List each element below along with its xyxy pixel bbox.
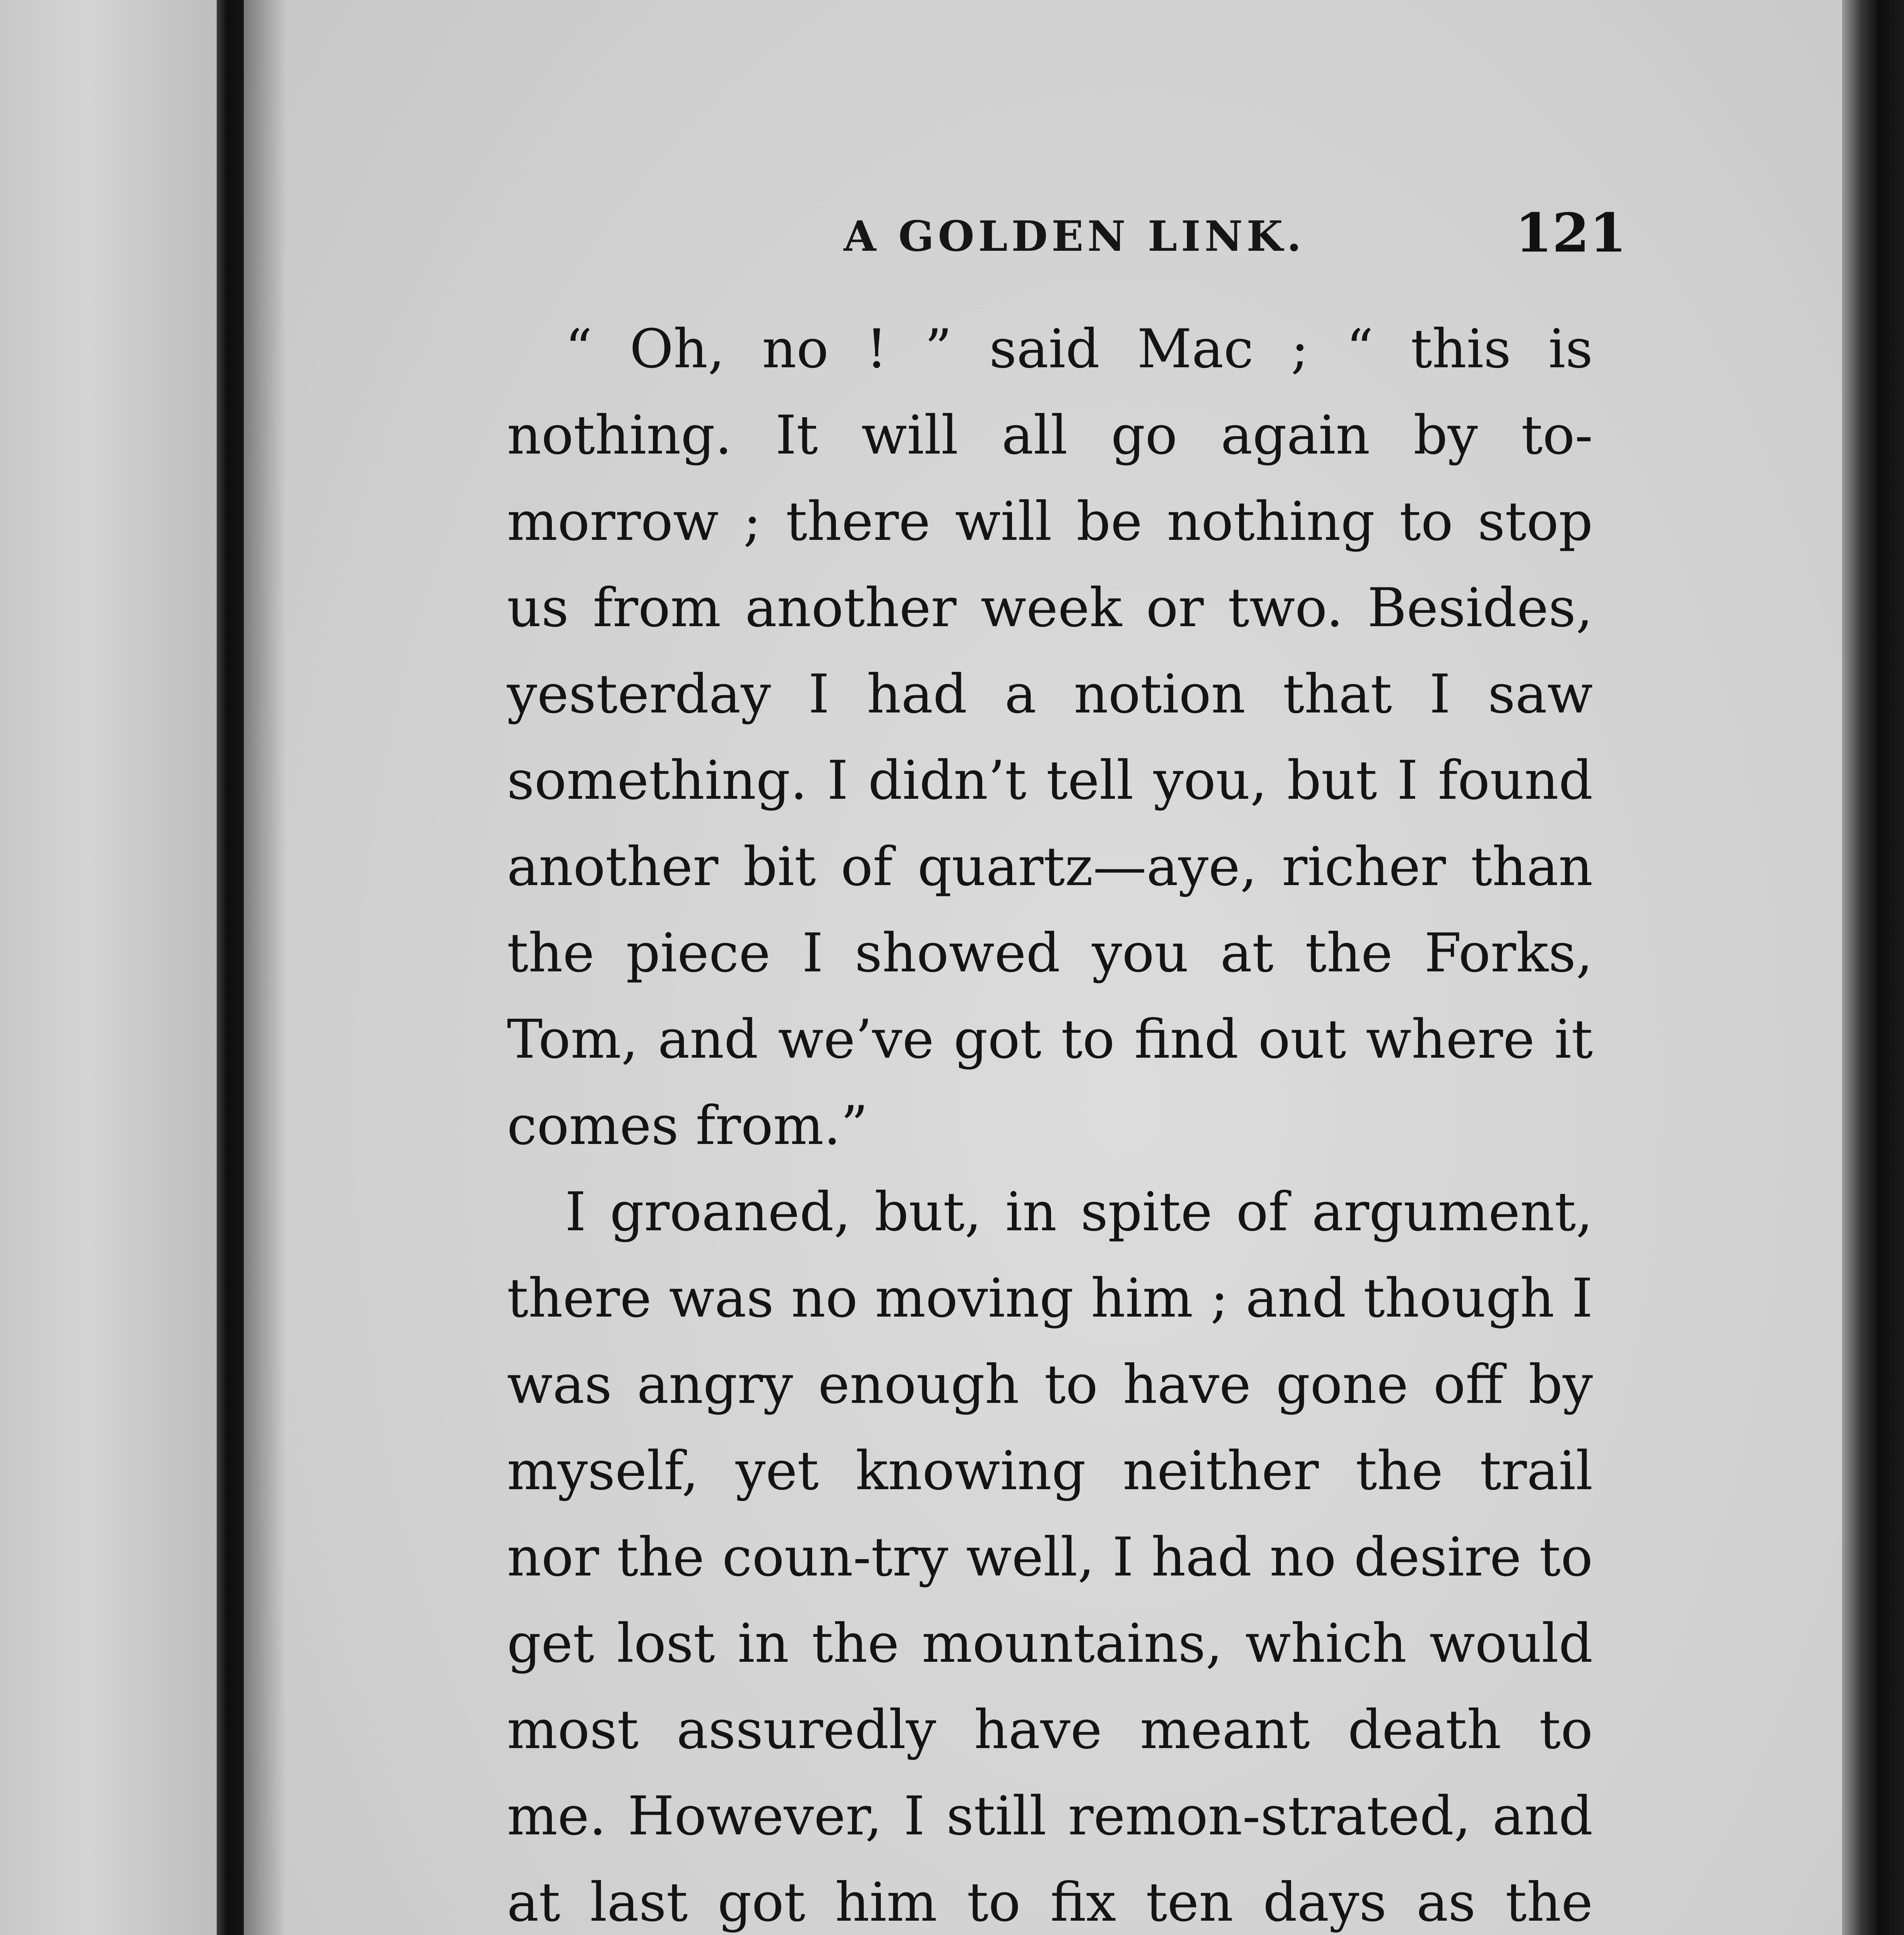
page-right-edge xyxy=(1842,0,1904,1935)
facing-page-edge xyxy=(0,0,217,1935)
paragraph-1: “ Oh, no ! ” said Mac ; “ this is nothing. It will all go again by to-morrow ; there will be nothing to stop us from another week or two. Besides, yesterday I had a notion that I saw something. I didn’t tell you, but I found another bit of quartz—aye, richer than the piece I showed you at the Forks, Tom, and we’ve got to find out where it comes from.” xyxy=(507,318,1593,1157)
gutter-shadow xyxy=(244,0,286,1935)
body-text xyxy=(507,306,1593,1935)
paragraph-2: I groaned, but, in spite of argument, there was no moving him ; and though I was angry enough to have gone off by myself, yet knowing neither the trail nor the coun-try well, I had no desire to get lost in the mountains, which would most assuredly have meant death to me. However, I still remon-strated, and at last got him to fix ten days as the xyxy=(507,1181,1593,1933)
book-gutter xyxy=(217,0,244,1935)
running-title: A GOLDEN LINK. xyxy=(844,212,1305,261)
page-number: 121 xyxy=(1515,201,1627,264)
